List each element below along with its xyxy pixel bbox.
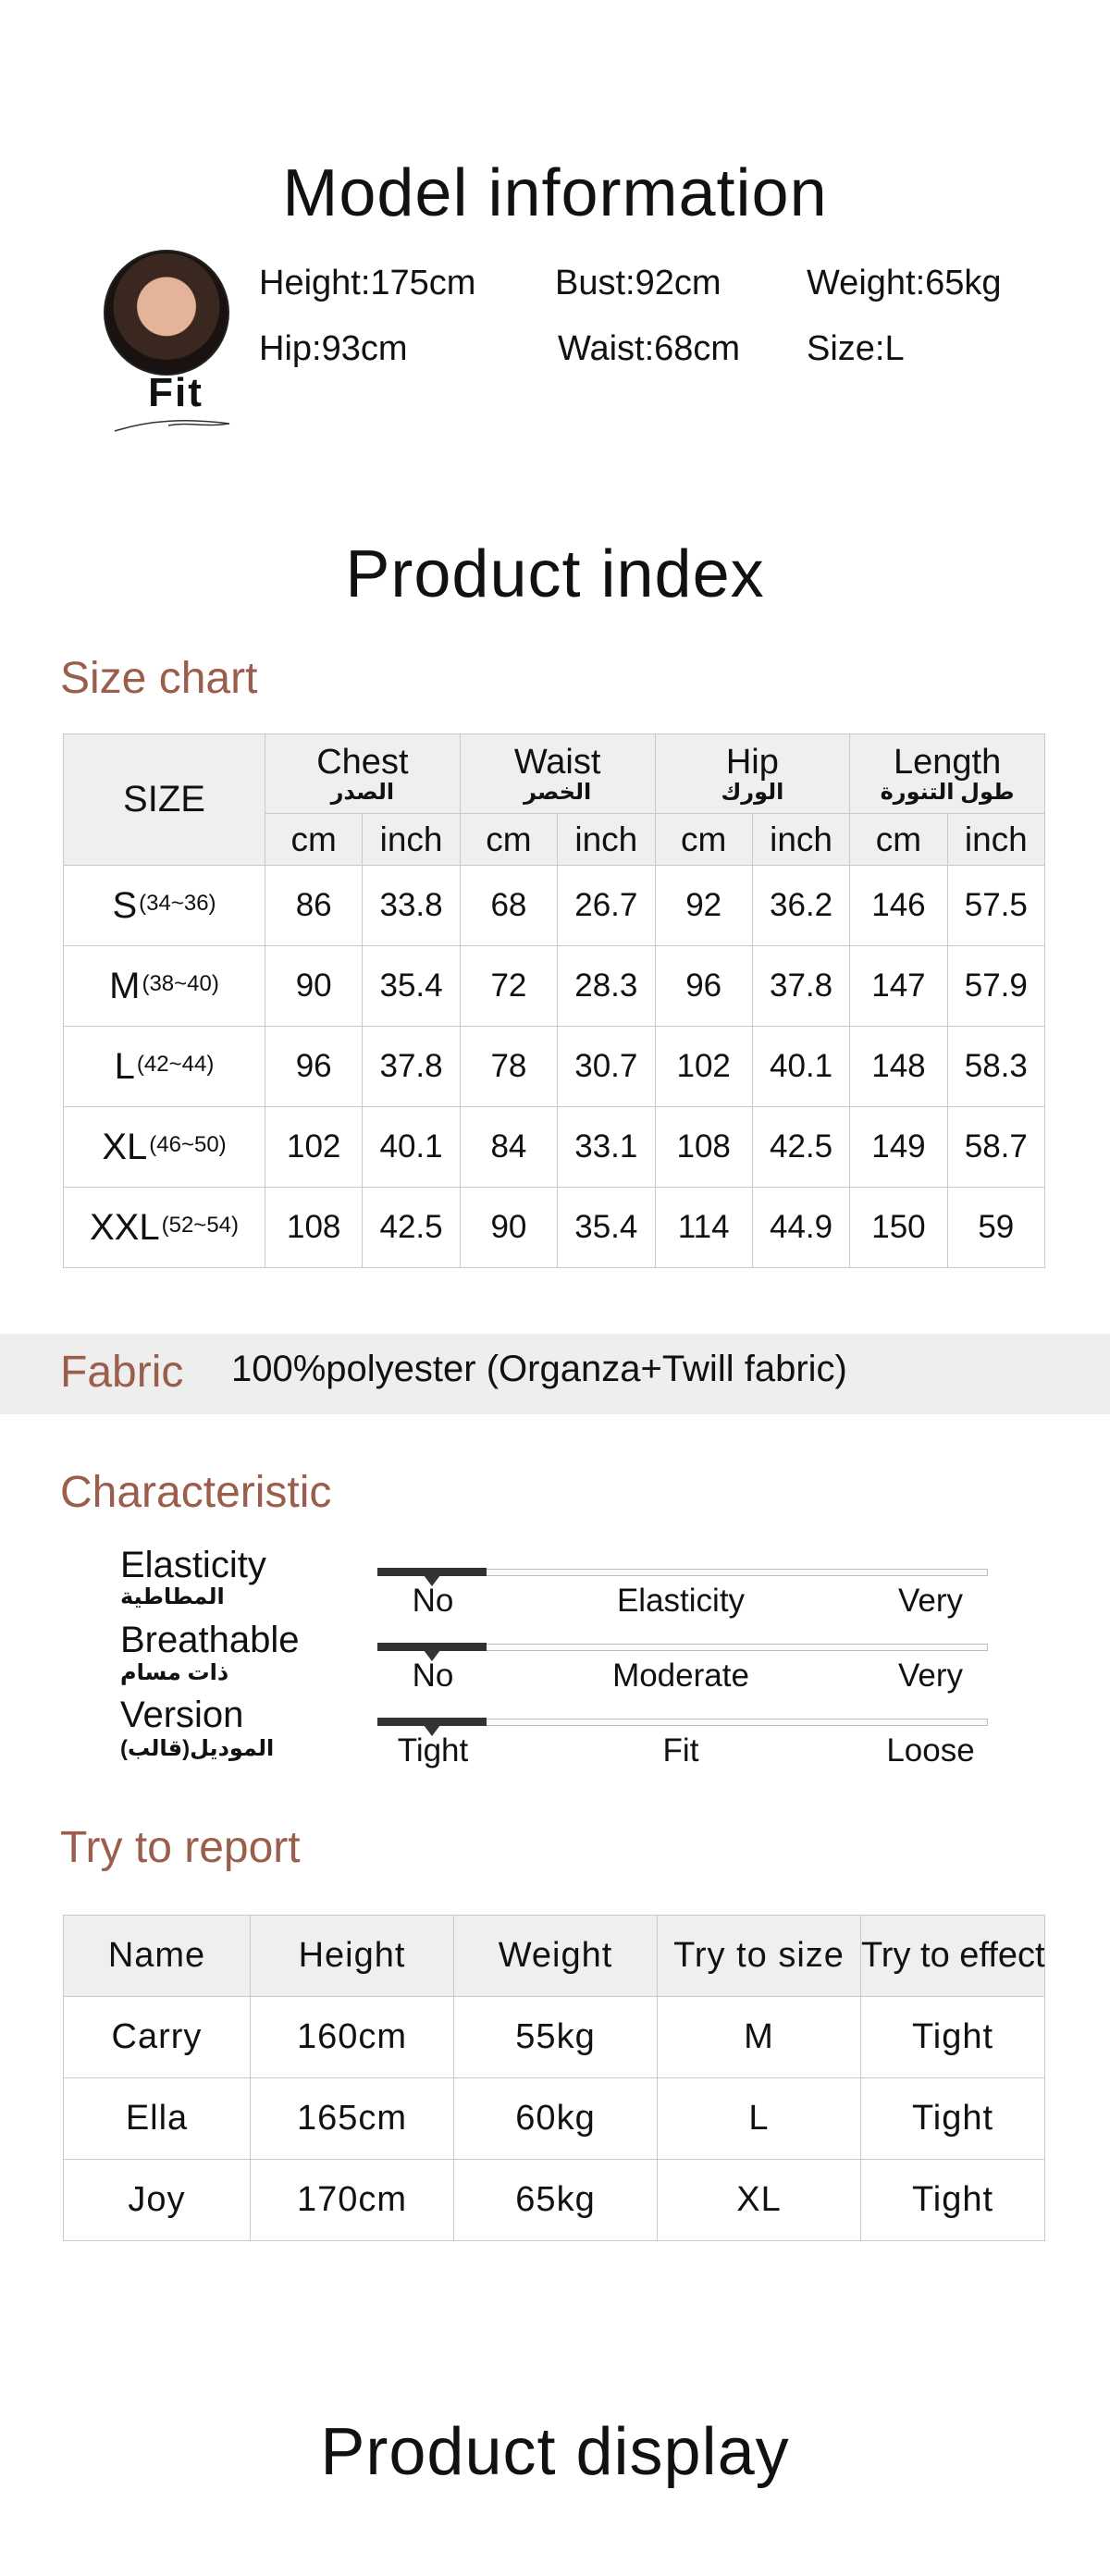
model-hip: Hip:93cm — [259, 329, 408, 368]
report-header-weight: Weight — [454, 1916, 658, 1997]
unit-cm: cm — [655, 814, 752, 866]
table-cell: 30.7 — [558, 1027, 655, 1107]
table-row — [64, 1027, 1045, 1107]
table-cell: 59 — [947, 1188, 1044, 1268]
table-cell: 36.2 — [752, 866, 849, 946]
table-cell: 60kg — [454, 2078, 658, 2160]
fabric-bar — [0, 1334, 1110, 1414]
table-cell: 146 — [850, 866, 947, 946]
table-cell: 58.7 — [947, 1107, 1044, 1188]
fit-logo — [120, 370, 231, 416]
breathable-arabic: ذات مسام — [120, 1660, 229, 1685]
table-row — [64, 2078, 1045, 2160]
product-display-title: Product display — [320, 2415, 790, 2489]
table-cell: 108 — [655, 1107, 752, 1188]
table-cell: Tight — [861, 1997, 1045, 2078]
report-header-size: Try to size — [658, 1916, 861, 1997]
model-weight: Weight:65kg — [807, 264, 1002, 302]
table-cell: 28.3 — [558, 946, 655, 1027]
table-cell: Joy — [64, 2160, 251, 2241]
table-cell: 96 — [265, 1027, 363, 1107]
table-cell: 58.3 — [947, 1027, 1044, 1107]
model-size: Size:L — [807, 329, 905, 368]
table-cell: 40.1 — [363, 1107, 460, 1188]
model-bust: Bust:92cm — [555, 264, 722, 302]
try-report-label: Try to report — [60, 1823, 301, 1872]
table-cell: 90 — [265, 946, 363, 1027]
size-chart-table — [63, 733, 1045, 1268]
table-cell: 78 — [460, 1027, 557, 1107]
unit-inch: inch — [363, 814, 460, 866]
table-cell: XL — [658, 2160, 861, 2241]
table-row — [64, 1107, 1045, 1188]
unit-inch: inch — [558, 814, 655, 866]
table-cell: Ella — [64, 2078, 251, 2160]
table-cell: 57.5 — [947, 866, 1044, 946]
table-cell: 40.1 — [752, 1027, 849, 1107]
table-row — [64, 2160, 1045, 2241]
table-cell: 92 — [655, 866, 752, 946]
table-cell: 160cm — [251, 1997, 454, 2078]
table-cell: 170cm — [251, 2160, 454, 2241]
length-header: Length طول التنورة — [850, 734, 1045, 814]
table-cell: 55kg — [454, 1997, 658, 2078]
version-arabic: الموديل(قالب) — [120, 1736, 275, 1761]
table-cell: 108 — [265, 1188, 363, 1268]
try-report-table — [63, 1915, 1045, 2241]
table-cell: 65kg — [454, 2160, 658, 2241]
breathable-option: No — [412, 1658, 454, 1694]
breathable-name: Breathable — [120, 1620, 300, 1660]
model-height: Height:175cm — [259, 264, 476, 302]
table-cell: 96 — [655, 946, 752, 1027]
table-cell: 72 — [460, 946, 557, 1027]
unit-cm: cm — [850, 814, 947, 866]
elasticity-arabic: المطاطية — [120, 1584, 225, 1609]
table-cell: 33.8 — [363, 866, 460, 946]
table-cell: 102 — [655, 1027, 752, 1107]
elasticity-option: No — [412, 1583, 454, 1619]
elasticity-option: Very — [897, 1583, 964, 1619]
report-header-name: Name — [64, 1916, 251, 1997]
swash-icon — [113, 414, 233, 435]
report-header-effect: Try to effect — [861, 1916, 1045, 1997]
table-row — [64, 1188, 1045, 1268]
table-cell: 26.7 — [558, 866, 655, 946]
hip-header: Hip الورك — [655, 734, 850, 814]
table-cell: 37.8 — [363, 1027, 460, 1107]
table-cell: 33.1 — [558, 1107, 655, 1188]
table-cell: M — [658, 1997, 861, 2078]
model-avatar — [104, 250, 229, 376]
table-cell: 147 — [850, 946, 947, 1027]
size-cell: $XXL^{(52\sim 54)}$ — [64, 1188, 265, 1268]
table-cell: 42.5 — [752, 1107, 849, 1188]
table-cell: 102 — [265, 1107, 363, 1188]
characteristic-label: Characteristic — [60, 1468, 332, 1517]
table-row — [64, 1997, 1045, 2078]
table-cell: 114 — [655, 1188, 752, 1268]
model-waist: Waist:68cm — [558, 329, 741, 368]
table-cell: 149 — [850, 1107, 947, 1188]
table-row — [64, 866, 1045, 946]
table-cell: 150 — [850, 1188, 947, 1268]
table-cell: 42.5 — [363, 1188, 460, 1268]
table-cell: 35.4 — [363, 946, 460, 1027]
table-cell: 90 — [460, 1188, 557, 1268]
breathable-option: Moderate — [612, 1658, 749, 1694]
table-cell: 84 — [460, 1107, 557, 1188]
waist-header: Waist الخصر — [460, 734, 655, 814]
size-header: SIZE — [64, 734, 265, 866]
table-cell: 57.9 — [947, 946, 1044, 1027]
size-cell: $L^{(42\sim 44)}$ — [64, 1027, 265, 1107]
model-info-title: Model information — [282, 156, 828, 230]
table-cell: Carry — [64, 1997, 251, 2078]
version-option: Tight — [397, 1732, 469, 1769]
table-cell: 86 — [265, 866, 363, 946]
table-cell: Tight — [861, 2078, 1045, 2160]
unit-cm: cm — [265, 814, 363, 866]
fabric-label: Fabric — [60, 1348, 184, 1397]
table-row — [64, 946, 1045, 1027]
table-cell: Tight — [861, 2160, 1045, 2241]
table-cell: 68 — [460, 866, 557, 946]
size-cell: $S^{(34\sim 36)}$ — [64, 866, 265, 946]
table-cell: 165cm — [251, 2078, 454, 2160]
version-name: Version — [120, 1695, 244, 1735]
version-option: Fit — [662, 1732, 699, 1769]
product-index-title: Product index — [345, 537, 765, 611]
report-header-height: Height — [251, 1916, 454, 1997]
size-chart-label: Size chart — [60, 654, 258, 703]
unit-cm: cm — [460, 814, 557, 866]
elasticity-option: Elasticity — [616, 1583, 746, 1619]
table-cell: 37.8 — [752, 946, 849, 1027]
table-cell: 35.4 — [558, 1188, 655, 1268]
table-cell: L — [658, 2078, 861, 2160]
table-cell: 44.9 — [752, 1188, 849, 1268]
fabric-value: 100%polyester (Organza+Twill fabric) — [231, 1349, 847, 1389]
fit-logo-text: Fit — [148, 370, 204, 415]
elasticity-name: Elasticity — [120, 1545, 266, 1585]
unit-inch: inch — [752, 814, 849, 866]
size-cell: $XL^{(46\sim 50)}$ — [64, 1107, 265, 1188]
breathable-option: Very — [897, 1658, 964, 1694]
unit-inch: inch — [947, 814, 1044, 866]
version-option: Loose — [886, 1732, 975, 1769]
size-cell: $M^{(38\sim 40)}$ — [64, 946, 265, 1027]
chest-header: Chest الصدر — [265, 734, 461, 814]
table-cell: 148 — [850, 1027, 947, 1107]
